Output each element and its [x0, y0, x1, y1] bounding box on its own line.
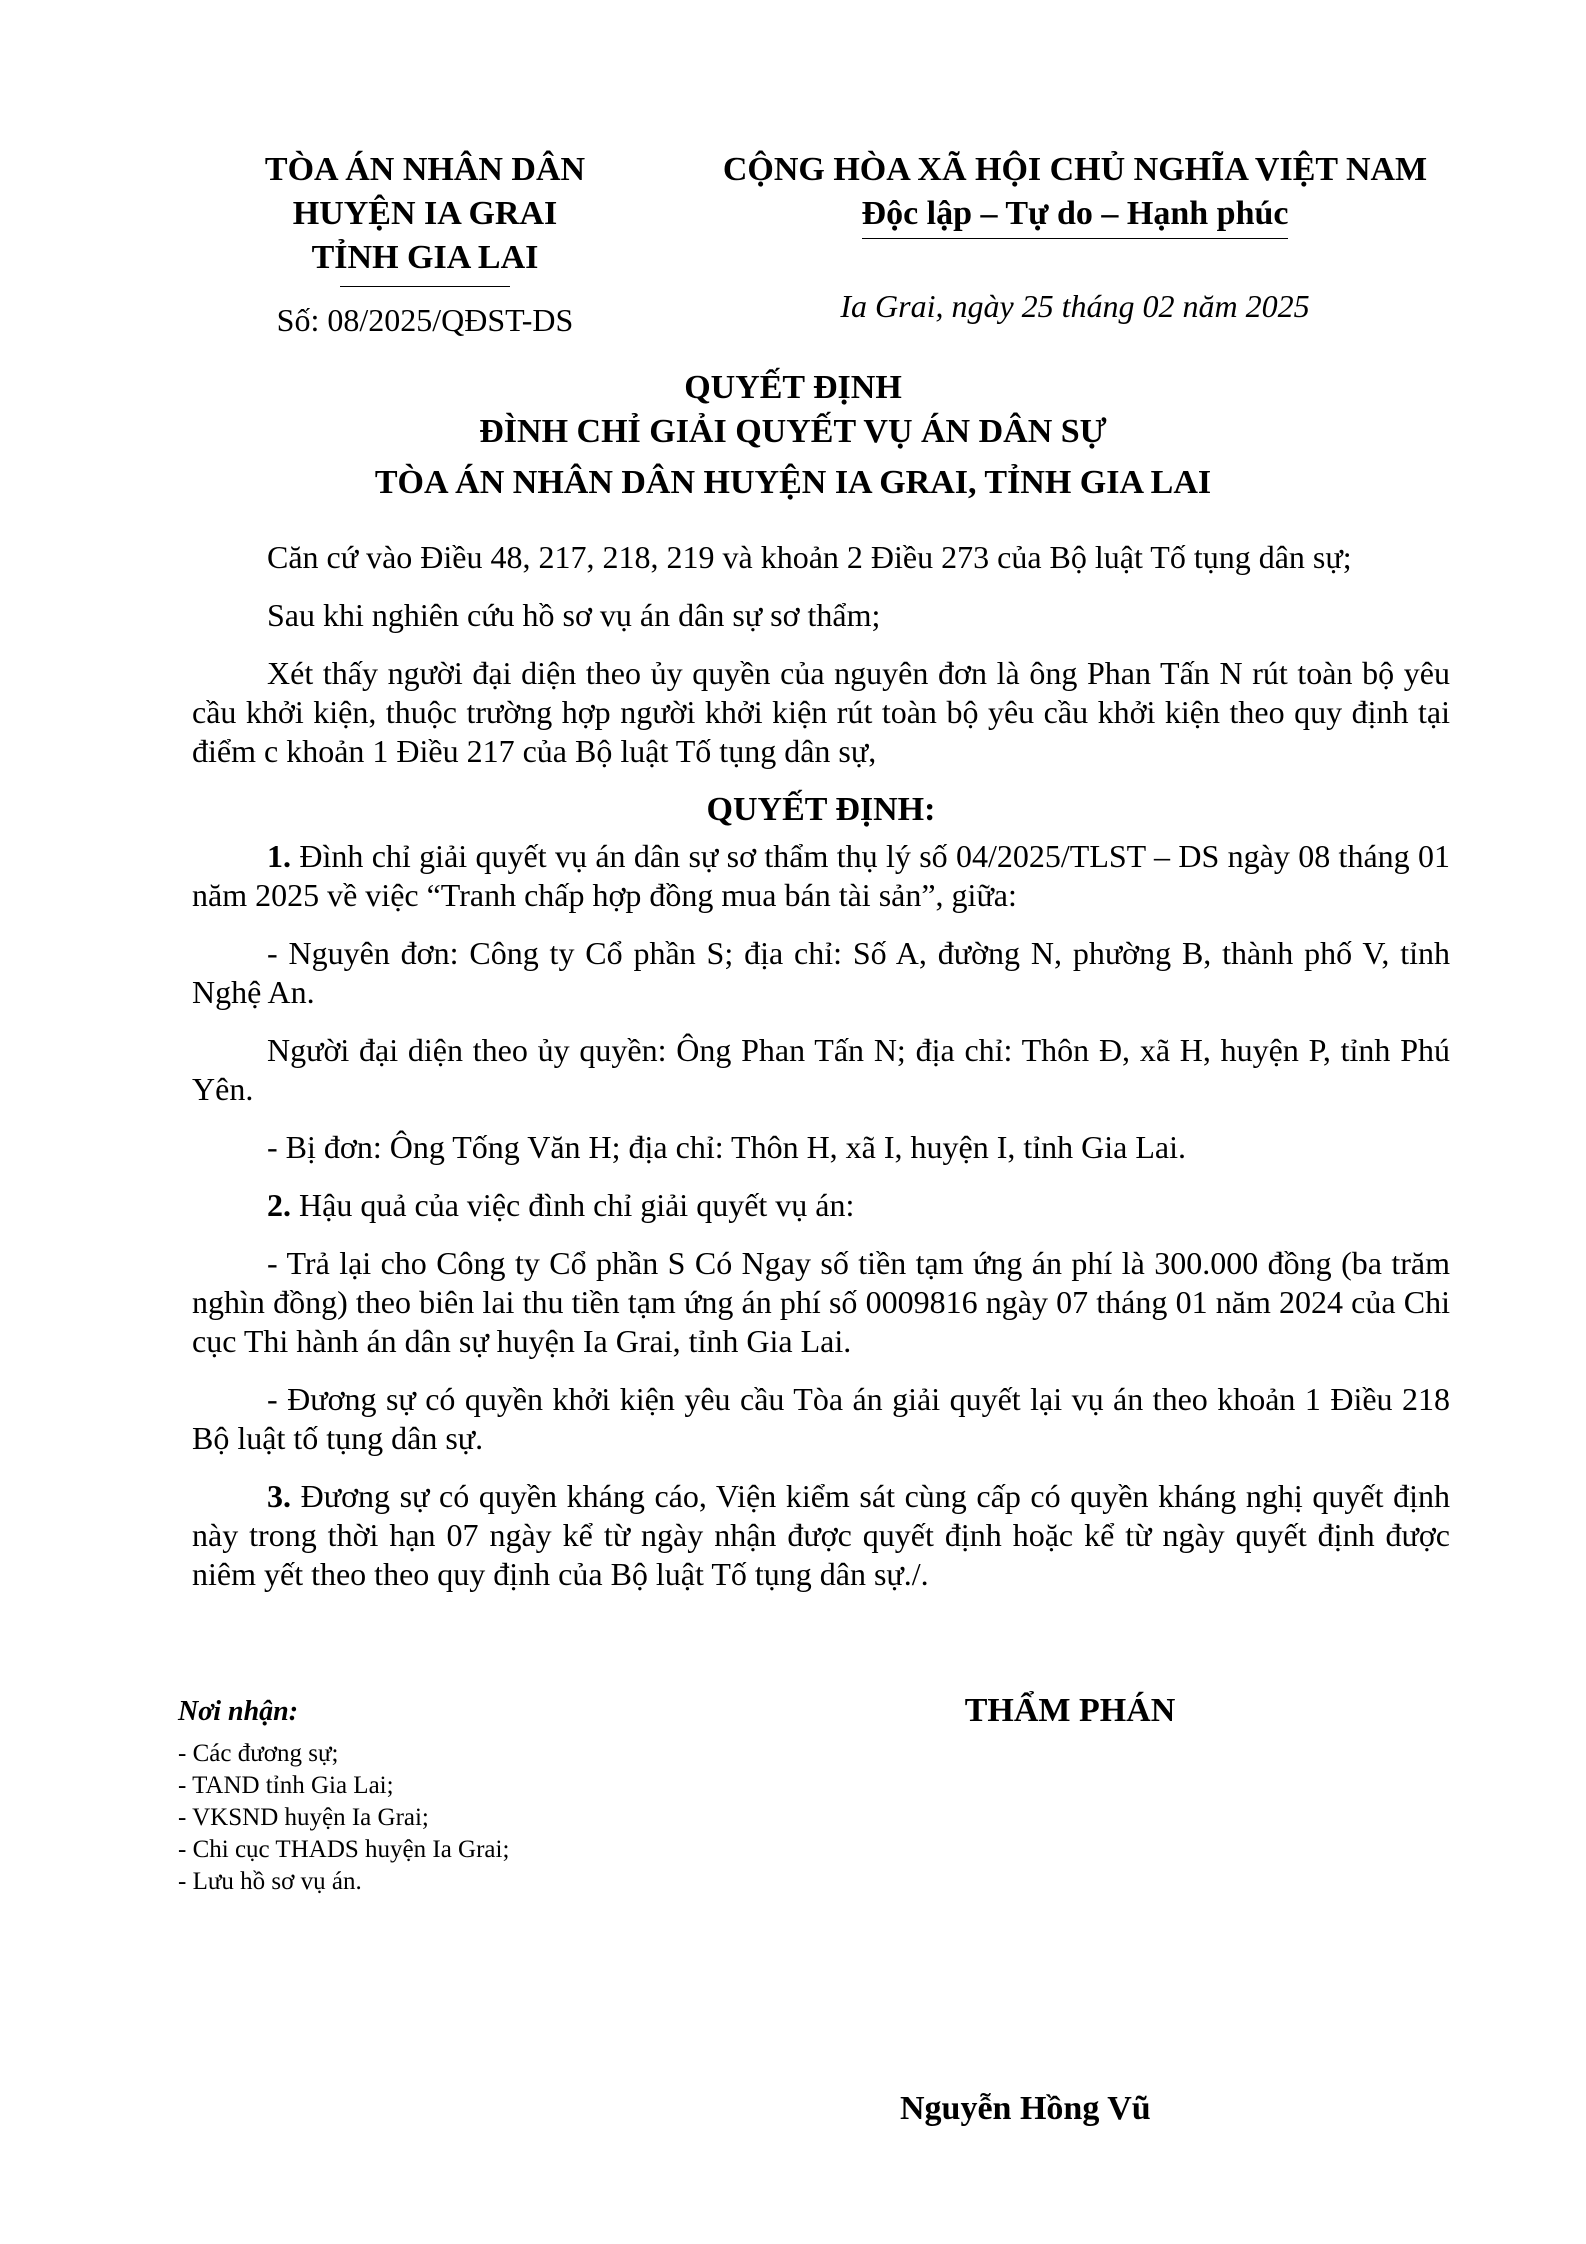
issuing-court-title: TÒA ÁN NHÂN DÂN HUYỆN IA GRAI, TỈNH GIA LAI [374, 464, 1212, 501]
review-paragraph: Sau khi nghiên cứu hồ sơ vụ án dân sự sơ thẩm; [267, 597, 881, 633]
decision-heading: QUYẾT ĐỊNH: [706, 791, 936, 828]
signer-role: THẨM PHÁN [964, 1692, 1176, 1729]
recipient-item: - VKSND huyện Ia Grai; [178, 1804, 429, 1831]
document-number: Số: 08/2025/QĐST-DS [276, 302, 574, 338]
recipients-title: Nơi nhận: [178, 1696, 299, 1727]
recipient-item: - TAND tỉnh Gia Lai; [178, 1772, 394, 1799]
item-text: Đình chỉ giải quyết vụ án dân sự sơ thẩm thụ lý số 04/2025/TLST – DS ngày 08 tháng 01 năm 2025 về việc “Tranh chấp hợp đồng mua bán tài sản”, giữa: [192, 838, 1450, 913]
document-body [192, 538, 1450, 1613]
title-line: QUYẾT ĐỊNH [684, 369, 902, 406]
item-text: Hậu quả của việc đình chỉ giải quyết vụ án: [291, 1187, 855, 1223]
recipient-item: - Chi cục THADS huyện Ia Grai; [178, 1836, 510, 1863]
consideration-paragraph: Xét thấy người đại diện theo ủy quyền của nguyên đơn là ông Phan Tấn N rút toàn bộ yêu cầu khởi kiện, thuộc trường hợp người khởi kiện rút toàn bộ yêu cầu khởi kiện theo quy định tại điểm c khoản 1 Điều 217 của Bộ luật Tố tụng dân sự, [192, 655, 1450, 769]
legal-basis-paragraph: Căn cứ vào Điều 48, 217, 218, 219 và khoản 2 Điều 273 của Bộ luật Tố tụng dân sự; [267, 539, 1352, 575]
item-number: 3. [267, 1478, 291, 1514]
decision-item-3 [192, 1477, 1450, 1594]
item-text: Đương sự có quyền kháng cáo, Viện kiểm sát cùng cấp có quyền kháng nghị quyết định này trong thời hạn 07 ngày kể từ ngày nhận được quyết định hoặc kể từ ngày quyết định được niêm yết theo theo quy định của Bộ luật Tố tụng dân sự./. [192, 1478, 1450, 1592]
decision-item-1 [192, 837, 1450, 915]
item-number: 1. [267, 838, 291, 874]
decision-item-2 [192, 1186, 1450, 1225]
national-motto: Độc lập – Tự do – Hạnh phúc [862, 192, 1289, 239]
recipient-item: - Các đương sự; [178, 1740, 339, 1767]
court-name-underline [340, 286, 510, 287]
refund-paragraph: - Trả lại cho Công ty Cổ phần S Có Ngay số tiền tạm ứng án phí là 300.000 đồng (ba trăm nghìn đồng) theo biên lai thu tiền tạm ứng án phí số 0009816 ngày 07 tháng 01 năm 2024 của Chi cục Thi hành án dân sự huyện Ia Grai, tỉnh Gia Lai. [192, 1245, 1450, 1359]
nation-name: CỘNG HÒA XÃ HỘI CHỦ NGHĨA VIỆT NAM [722, 151, 1428, 188]
court-name-block [215, 148, 635, 280]
title-line: ĐÌNH CHỈ GIẢI QUYẾT VỤ ÁN DÂN SỰ [479, 413, 1107, 450]
right-to-sue-paragraph: - Đương sự có quyền khởi kiện yêu cầu Tòa án giải quyết lại vụ án theo khoản 1 Điều 218 Bộ luật tố tụng dân sự. [192, 1381, 1450, 1456]
recipients-list [178, 1738, 509, 1898]
court-name-line: TÒA ÁN NHÂN DÂN [264, 151, 586, 188]
issue-date: Ia Grai, ngày 25 tháng 02 năm 2025 [840, 288, 1310, 324]
signer-name: Nguyễn Hồng Vũ [900, 2090, 1151, 2127]
document-title [100, 366, 1486, 454]
item-number: 2. [267, 1187, 291, 1223]
court-name-line: TỈNH GIA LAI [311, 239, 539, 276]
recipient-item: - Lưu hồ sơ vụ án. [178, 1868, 362, 1895]
representative-paragraph: Người đại diện theo ủy quyền: Ông Phan Tấn N; địa chỉ: Thôn Đ, xã H, huyện P, tỉnh Phú Yên. [192, 1032, 1450, 1107]
court-name-line: HUYỆN IA GRAI [292, 195, 558, 232]
defendant-paragraph: - Bị đơn: Ông Tống Văn H; địa chỉ: Thôn H, xã I, huyện I, tỉnh Gia Lai. [267, 1129, 1187, 1165]
national-header [690, 148, 1460, 239]
plaintiff-paragraph: - Nguyên đơn: Công ty Cổ phần S; địa chỉ: Số A, đường N, phường B, thành phố V, tỉnh Nghệ An. [192, 935, 1450, 1010]
